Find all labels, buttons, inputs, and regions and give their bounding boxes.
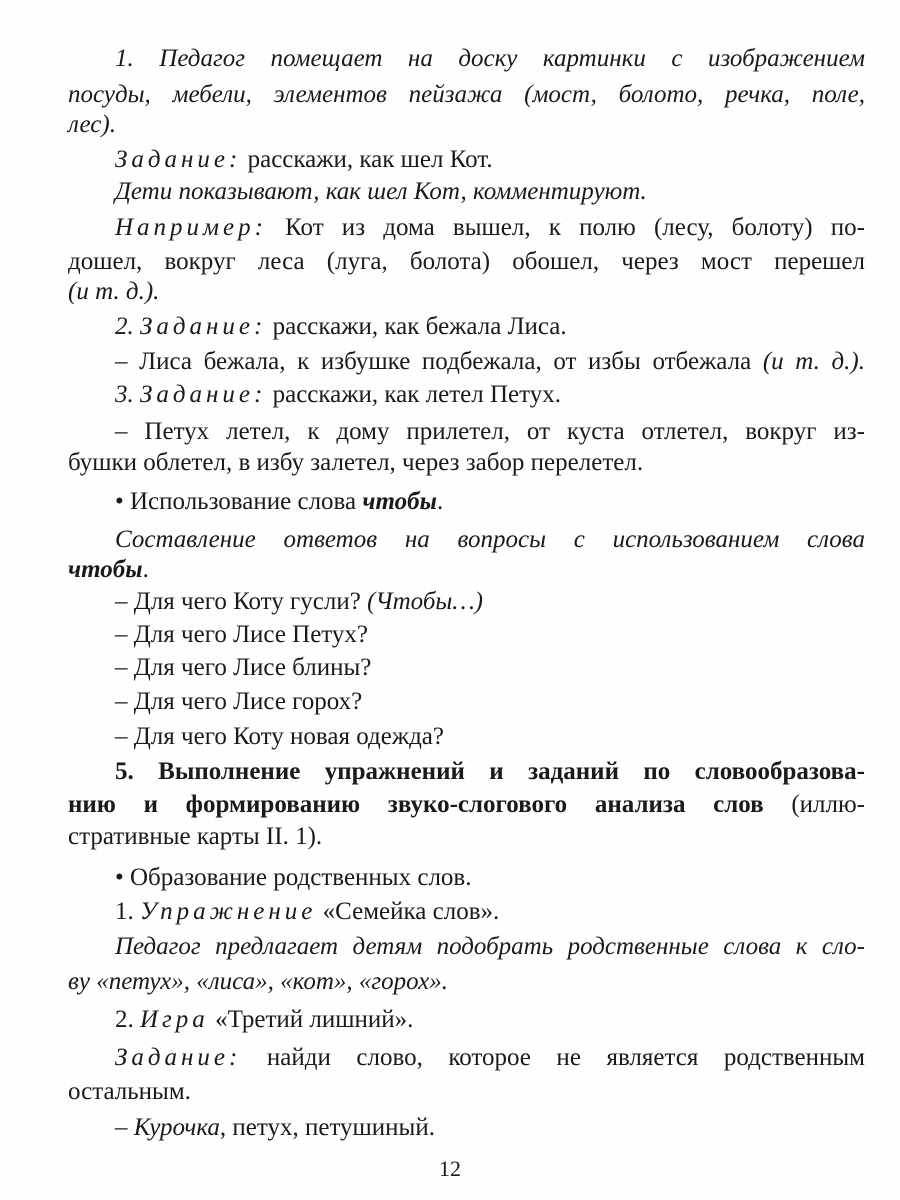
text-line [68,790,865,820]
spaced-label: Задание: [115,1044,242,1071]
body-text: расскажи, как бежала Лиса. [266,313,567,340]
body-text: . [142,556,149,583]
body-text: Кот из дома вышел, к полю (лесу, болоту) по- [266,214,865,241]
text-line [115,1113,435,1143]
text-line [68,277,159,307]
emphasis-text: (Чтобы…) [367,588,483,615]
emphasis-text: ву «петух», «лиса», «кот», «горох». [68,968,449,995]
body-text: «Семейка слов». [316,898,500,925]
text-line [115,897,499,927]
text-line [115,722,444,752]
body-text: – Для чего Лисе горох? [115,688,363,715]
emphasis-text: Дети показывают, как шел Кот, комментируют. [115,178,647,205]
body-text: стративные карты II. 1). [68,823,323,850]
text-line [68,1077,191,1107]
text-line [115,312,567,342]
text-line [115,380,561,410]
text-line [115,932,865,962]
body-text: – Для чего Коту новая одежда? [115,723,445,750]
body-text: бушки облетел, в избу залетел, через забор перелетел. [68,449,644,476]
text-line [68,967,448,997]
body-text: дошел, вокруг леса (луга, болота) обошел, через мост перешел [68,248,865,275]
emphasis-text: чтобы [362,488,437,515]
body-text: • Использование слова [115,488,363,515]
text-line [115,863,471,893]
emphasis-text: (и т. д.). [762,348,865,375]
emphasis-text: лес). [68,111,116,138]
spaced-label: Игра [140,1006,209,1033]
text-line [115,213,865,243]
text-line [115,177,647,207]
text-line [115,145,493,175]
body-text: – Для чего Коту гусли? [115,588,368,615]
emphasis-text: 3. [115,381,140,408]
text-line [115,44,865,74]
emphasis-text: нию и формированию звуко-слогового анализа слов [68,791,764,818]
body-text: (иллю- [763,791,865,818]
spaced-label: Задание: [140,313,267,340]
emphasis-text: Педагог предлагает детям подобрать родственные слова к сло- [115,933,865,960]
body-text: найди слово, которое не является родственным [241,1044,865,1071]
body-text: – Для чего Лисе блины? [115,654,372,681]
body-text: 1. [115,898,140,925]
spaced-label: Упражнение [140,898,317,925]
text-line [115,653,371,683]
body-text: , петух, петушиный. [219,1114,435,1141]
text-line [115,487,443,517]
body-text: 2. [115,1006,140,1033]
spaced-label: Например: [115,214,267,241]
text-line [115,1005,413,1035]
body-text: . [436,488,444,515]
body-text: – [115,1114,134,1141]
text-line [68,110,116,140]
body-text: расскажи, как летел Петух. [266,381,561,408]
text-line [68,80,865,110]
text-line [68,247,865,277]
body-text: «Третий лишний». [208,1006,414,1033]
text-line [115,1043,865,1073]
emphasis-text: 5. Выполнение упражнений и заданий по словообразова- [115,758,865,785]
emphasis-text: 2. [115,313,140,340]
body-text: – Петух летел, к дому прилетел, от куста отлетел, вокруг из- [115,418,865,445]
spaced-label: Задание: [115,146,242,173]
emphasis-text: 1. Педагог помещает на доску картинки с изображением [115,45,865,72]
text-line [115,417,865,447]
text-line [115,587,483,617]
page-number: 12 [439,1156,461,1181]
emphasis-text: чтобы [68,556,143,583]
text-line [115,347,865,377]
text-line [68,822,322,852]
body-text: остальным. [68,1078,191,1105]
text-line [115,620,368,650]
text-line [115,687,362,717]
body-text: – Для чего Лисе Петух? [115,621,369,648]
body-text: расскажи, как шел Кот. [241,146,493,173]
emphasis-text: (и т. д.). [68,278,160,305]
body-text: • Образование родственных слов. [115,864,472,891]
spaced-label: Задание: [140,381,267,408]
text-line [115,525,865,555]
emphasis-text: Составление ответов на вопросы с использованием слова [115,526,865,553]
text-line [68,555,149,585]
body-text: – Лиса бежала, к избушке подбежала, от избы отбежала [115,348,763,375]
text-line [115,757,865,787]
emphasis-text: Курочка [133,1114,220,1141]
text-line [68,448,643,478]
emphasis-text: посуды, мебели, элементов пейзажа (мост, болото, речка, поле, [68,81,865,108]
